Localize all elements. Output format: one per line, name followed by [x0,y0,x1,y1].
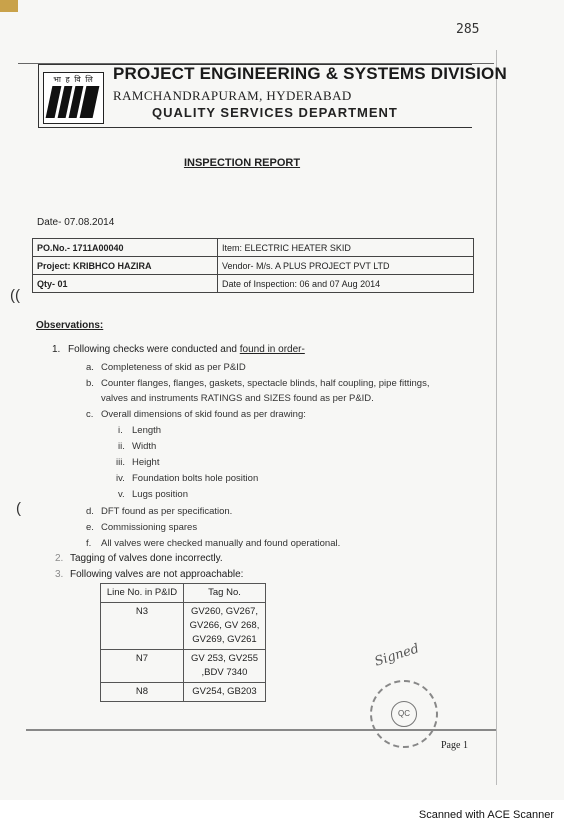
item-1-number: 1. [52,344,61,355]
logo-mark-icon [46,86,100,118]
dimension-width: Width [132,441,157,452]
item-1f-marker: f. [86,538,92,549]
dimension-height: Height [132,457,160,468]
division-title: PROJECT ENGINEERING & SYSTEMS DIVISION [113,64,507,83]
page-footer: Page 1 [441,740,468,751]
report-title: INSPECTION REPORT [183,157,301,169]
inspection-date: Date of Inspection: 06 and 07 Aug 2014 [218,275,474,293]
table-row [101,683,266,702]
observations-heading: Observations: [36,320,104,331]
item-1c-text: Overall dimensions of skid found as per drawing: [101,409,306,420]
column-header: Tag No. [184,584,266,603]
tag-line: GV269, GV261 [192,634,257,645]
scan-hole-mark-icon: ( [16,500,21,517]
logo-hindi-text: भा ह वि लि [53,75,94,84]
item-1-text [68,344,305,355]
dimension-marker: i. [118,425,123,436]
table-row [33,275,474,293]
report-date: Date- 07.08.2014 [37,217,115,228]
tag-line: GV260, GV267, [190,606,259,617]
tag-line: GV 253, GV255 [190,653,259,664]
dimension-marker: v. [118,489,125,500]
dimension-marker: iv. [116,473,125,484]
item-1a-marker: a. [86,362,94,373]
item-1d-marker: d. [86,506,94,517]
dimension-marker: ii. [118,441,125,452]
item-1e-marker: e. [86,522,94,533]
item-1-text-start: Following checks were conducted and [68,344,240,355]
line-number-cell: N3 [101,603,184,650]
item-3-number: 3. [55,569,64,580]
vendor-name: Vendor- M/s. A PLUS PROJECT PVT LTD [218,257,474,275]
item-1a-text: Completeness of skid as per P&ID [101,362,246,373]
tag-cell [184,683,266,702]
item-1b-text-continued: valves and instruments RATINGS and SIZES found as per P&ID. [101,393,374,404]
item-3-text: Following valves are not approachable: [70,569,244,580]
table-row [33,239,474,257]
bhel-logo [43,72,104,124]
division-address: RAMCHANDRAPURAM, HYDERABAD [113,88,352,103]
dimension-foundation-bolts: Foundation bolts hole position [132,473,259,484]
department-name: QUALITY SERVICES DEPARTMENT [152,105,398,120]
item-1b-text: Counter flanges, flanges, gaskets, spectacle blinds, half coupling, pipe fittings, [101,378,430,389]
bottom-rule [26,729,496,731]
item-1f-text: All valves were checked manually and found operational. [101,538,341,549]
line-number-cell: N8 [101,683,184,702]
tag-line: ,BDV 7340 [201,667,248,678]
item-name: Item: ELECTRIC HEATER SKID [218,239,474,257]
po-number: PO.No.- 1711A00040 [33,239,218,257]
scan-hole-mark-icon: (( [10,287,20,304]
item-1d-text: DFT found as per specification. [101,506,233,517]
tag-cell [184,650,266,683]
column-header: Line No. in P&ID [101,584,184,603]
tag-cell [184,603,266,650]
item-2-number: 2. [55,553,64,564]
valves-table [100,583,266,702]
item-2-text: Tagging of valves done incorrectly. [70,553,223,564]
line-number-cell: N7 [101,650,184,683]
table-row [101,650,266,683]
dimension-lugs: Lugs position [132,489,188,500]
signature: Signed [372,641,421,670]
qc-stamp-label: QC [391,701,417,727]
table-row [33,257,474,275]
table-header-row [101,584,266,603]
item-1c-marker: c. [86,409,94,420]
item-1b-marker: b. [86,378,94,389]
project-name: Project: KRIBHCO HAZIRA [33,257,218,275]
tag-line: GV254, GB203 [192,686,257,697]
corner-thumbnail-icon[interactable] [0,0,18,12]
tag-line: GV266, GV 268, [189,620,260,631]
quantity: Qty- 01 [33,275,218,293]
page-edge-line [496,50,497,785]
dimension-marker: iii. [116,457,125,468]
info-table [32,238,474,293]
page-number-top: 285 [456,22,480,37]
scanner-watermark: Scanned with ACE Scanner [418,809,554,821]
item-1e-text: Commissioning spares [101,522,198,533]
table-row [101,603,266,650]
dimension-length: Length [132,425,162,436]
item-1-text-underlined: found in order- [239,344,305,355]
